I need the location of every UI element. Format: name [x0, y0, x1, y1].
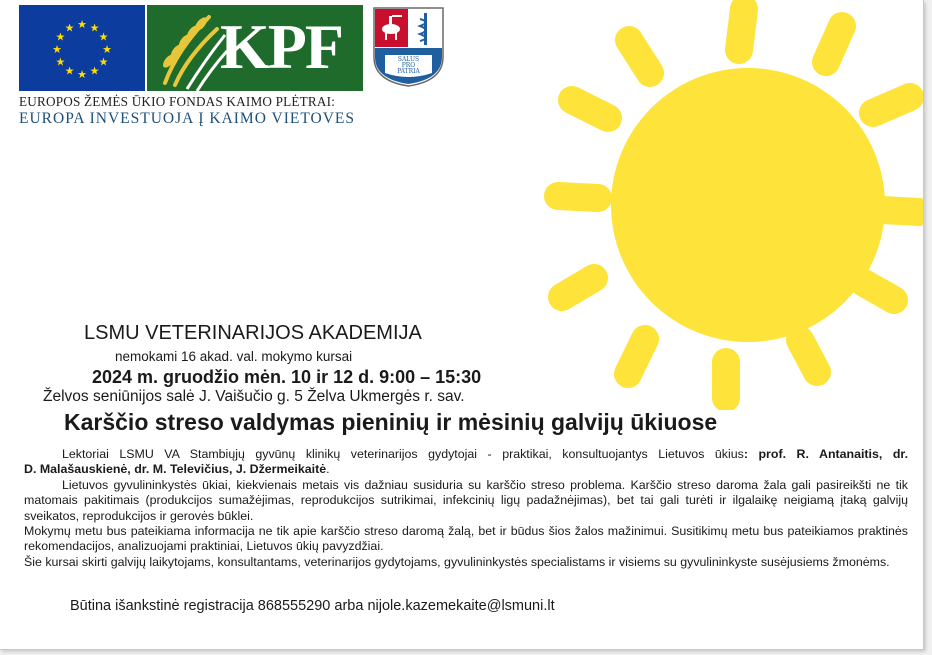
event-date: 2024 m. gruodžio mėn. 10 ir 12 d. 9:00 – 15:30	[92, 367, 482, 387]
svg-text:★: ★	[77, 18, 87, 31]
crest-motto-3: PATRIA	[397, 68, 420, 75]
svg-text:★: ★	[98, 30, 109, 44]
lecturers-line-1	[24, 447, 908, 462]
eu-stars-icon	[19, 5, 145, 91]
description-paragraph-2: Mokymų metu bus pateikiama informacija ne tik apie karščio streso daromą žalą, bet ir būdus šios žalos mažinimui. Susitikimų metu bus pateikiamos praktinės rekomendacijos, analizuojami praktiniai, Lietuvos ūkių pavyzdžiai.	[24, 524, 908, 554]
svg-text:★: ★	[64, 21, 75, 35]
kpf-logo-text: KPF	[220, 11, 342, 82]
fund-title-line2: EUROPA INVESTUOJA Į KAIMO VIETOVES	[19, 110, 355, 127]
svg-text:★: ★	[102, 43, 112, 56]
crest-motto-1: SALUS	[397, 56, 420, 63]
svg-text:★: ★	[98, 55, 109, 69]
fund-title-line1: EUROPOS ŽEMĖS ŪKIO FONDAS KAIMO PLĖTRAI:	[19, 94, 336, 109]
svg-text:★: ★	[52, 43, 62, 56]
svg-text:★: ★	[89, 64, 100, 78]
lecturers-intro: Lektoriai LSMU VA Stambiųjų gyvūnų klinikų veterinarijos gydytojai - praktikai, konsultuojantys Lietuvos ūkius	[62, 447, 744, 461]
eu-flag-logo	[19, 5, 145, 91]
course-description	[24, 447, 908, 570]
course-title: Karščio streso valdymas pieninių ir mėsinių galvijų ūkiuose	[64, 409, 718, 435]
description-paragraph-1: Lietuvos gyvulininkystės ūkiai, kiekvienais metais vis dažniau susiduria su karščio streso problema. Karščio streso daroma žala gali pasireikšti ne tik matomais pakitimais (produkcijos sumažėjimas, reprodukcijos sutrikimai, infekcinių ligų padažnėjimas), bet tai gali turėti ir ilgalaikę neigiamą įtaką galvijų sveikatos, reprodukcijos ir gerovės būklei.	[24, 477, 908, 523]
sun-icon	[512, 0, 923, 410]
event-venue: Želvos seniūnijos salė J. Vaišučio g. 5 Želva Ukmergės r. sav.	[43, 388, 465, 405]
lecturers-names-b: D. Malašauskienė, dr. M. Televičius, J. Džermeikaitė	[24, 462, 327, 477]
crest-motto-2: PRO	[401, 62, 416, 69]
description-paragraph-3: Šie kursai skirti galvijų laikytojams, konsultantams, veterinarijos gydytojams, gyvulininkystės specialistams ir visiems su gyvulininkyste susėjusiems žmonėms.	[24, 554, 890, 569]
wheat-icon	[147, 5, 227, 91]
lecturers-line-2: D. Malašauskienė, dr. M. Televičius, J. Džermeikaitė.	[24, 462, 330, 477]
svg-text:★: ★	[55, 30, 66, 44]
registration-info: Būtina išankstinė registracija 868555290 arba nijole.kazemekaite@lsmuni.lt	[70, 598, 555, 614]
svg-text:★: ★	[55, 55, 66, 69]
kpf-logo	[147, 5, 363, 91]
academy-name: LSMU VETERINARIJOS AKADEMIJA	[84, 322, 422, 344]
course-subtitle: nemokami 16 akad. val. mokymo kursai	[115, 349, 353, 364]
svg-text:★: ★	[64, 64, 75, 78]
svg-text:★: ★	[77, 68, 87, 81]
svg-text:★: ★	[89, 21, 100, 35]
lecturers-names-a: : prof. R. Antanaitis, dr.	[743, 447, 909, 461]
lsmu-crest-logo	[371, 5, 446, 88]
